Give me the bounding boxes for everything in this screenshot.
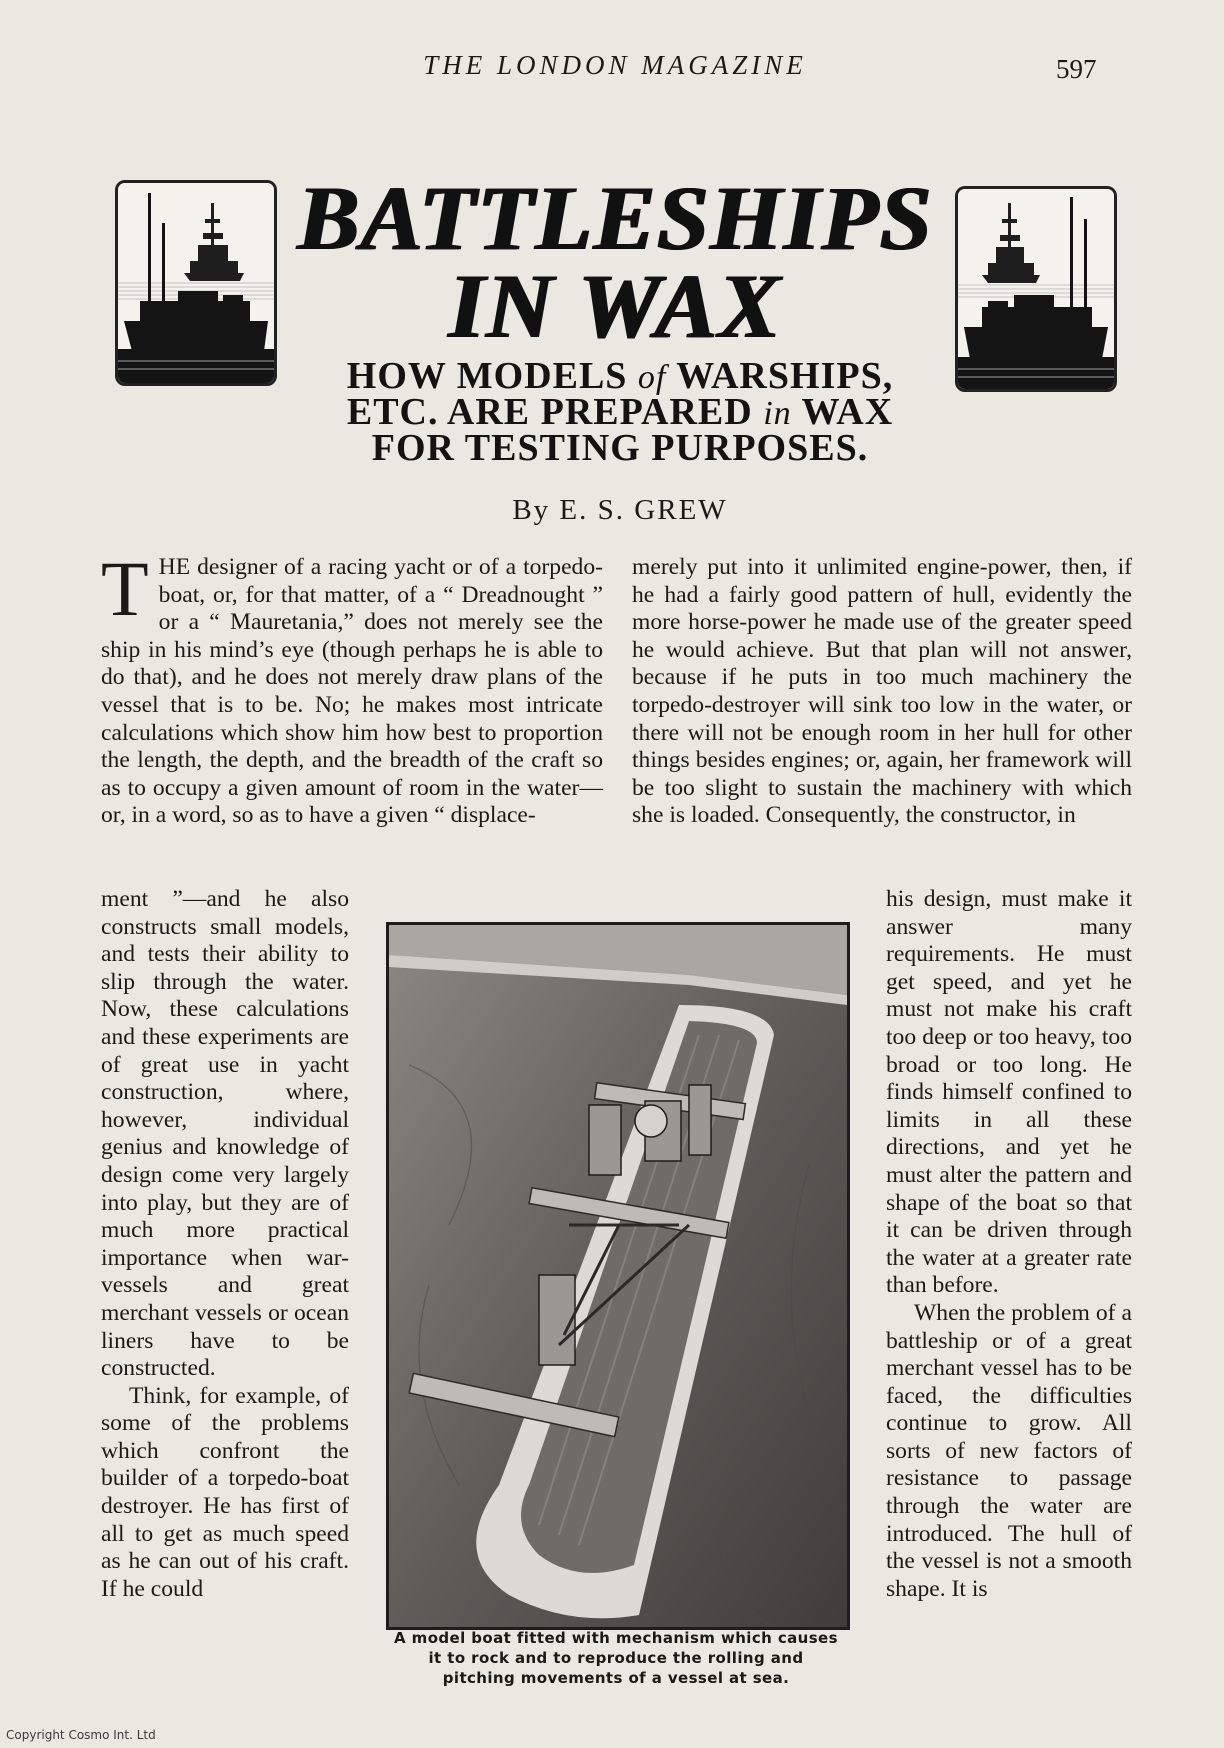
page-number: 597 <box>1056 54 1097 84</box>
column-left-top <box>101 545 603 888</box>
subtitle-text: WAX <box>801 391 894 433</box>
paragraph-text: HE designer of a racing yacht or of a torpedo-boat, or, for that matter, of a “ Dreadnought ” or a “ Mauretania,” does not merely see the ship in his mind’s eye (though perhaps he is able to do that), and he does not merely draw plans of the vessel that is to be. No; he makes most intricate calculations which show him how best to proportion the length, the depth, and the breadth of the craft so as to occupy a given amount of room in the water—or, in a word, so as to have a given “ displace- <box>101 554 603 829</box>
photo-caption: A model boat fitted with mechanism which causes it to rock and to reproduce the rolling and pitching movements of a vessel at sea. <box>394 1629 838 1687</box>
column-right-narrow <box>886 886 1132 1686</box>
battleship-vignette-left <box>115 180 277 386</box>
subtitle-text: WARSHIPS, <box>676 355 894 397</box>
model-boat-photo <box>386 922 850 1630</box>
copyright-notice: Copyright Cosmo Int. Ltd <box>6 1728 156 1742</box>
paragraph: Think, for example, of some of the problems which confront the builder of a torpedo-boat destroyer. He has first of all to get as much speed as he can out of his craft. If he could <box>101 1382 349 1602</box>
subtitle-text: HOW MODELS <box>346 355 628 397</box>
article-title-line2: IN WAX <box>448 255 782 357</box>
battleship-illustration-right <box>958 189 1114 389</box>
model-boat-illustration <box>389 925 847 1627</box>
paragraph: his design, must make it answer many requirements. He must get speed, and yet he must not make his craft too deep or too heavy, too broad or too long. He finds himself confined to limits in all these directions, and yet he must alter the pattern and shape of the boat so that it can be driven through the water at a greater rate than before. <box>886 886 1132 1299</box>
drop-cap: T <box>101 545 149 632</box>
paragraph: When the problem of a battleship or of a great merchant vessel has to be faced, the difficulties continue to grow. All sorts of new factors of resistance to passage through the water are introduced. The hull of the vessel is not a smooth shape. It is <box>886 1299 1132 1602</box>
column-right-top <box>632 554 1132 888</box>
paragraph: merely put into it unlimited engine-power, then, if he had a fairly good pattern of hull, evidently the more horse-power he made use of the greater speed he would achieve. But that plan will not answer, because if he puts in too much machinery the torpedo-destroyer will sink too low in the water, or there will not be enough room in her hull for other things besides engines; or, again, her framework will be too slight to sustain the machinery with which she is loaded. Consequently, the constructor, in <box>632 554 1132 829</box>
battleship-vignette-right <box>955 186 1117 392</box>
paragraph: ment ”—and he also constructs small models, and tests their ability to slip through the water. Now, these calculations and these experiments are of great use in yacht construction, where, however, individual genius and knowledge of design come very largely into play, but they are of much more practical importance when war-vessels and great merchant vessels or ocean liners have to be constructed. <box>101 886 349 1382</box>
paragraph <box>101 545 603 830</box>
subtitle-text: ETC. ARE PREPARED <box>346 391 753 433</box>
running-title: THE LONDON MAGAZINE <box>423 50 807 80</box>
byline: By E. S. GREW <box>512 494 728 526</box>
subtitle-italic: of <box>637 359 667 396</box>
column-left-narrow <box>101 886 349 1686</box>
battleship-illustration-left <box>118 183 274 383</box>
article-title-line1: BATTLESHIPS <box>297 167 933 269</box>
subtitle-line3: FOR TESTING PURPOSES. <box>371 427 869 469</box>
subtitle-italic: in <box>763 395 792 432</box>
